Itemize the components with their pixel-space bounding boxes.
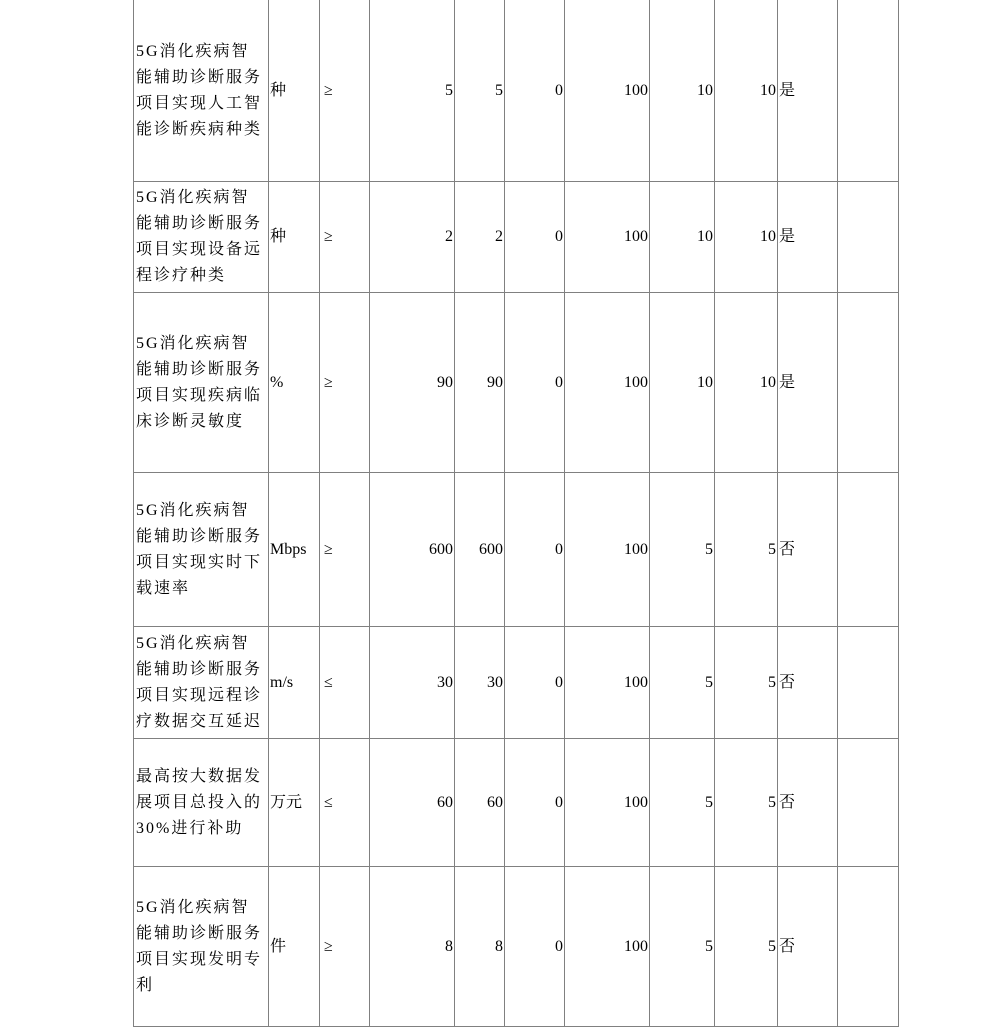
remarks-cell — [838, 293, 899, 473]
score-cell: 5 — [715, 473, 778, 627]
weight-cell: 5 — [650, 739, 715, 867]
remarks-cell — [838, 0, 899, 182]
indicator-name-cell: 5G消化疾病智能辅助诊断服务项目实现疾病临床诊断灵敏度 — [134, 293, 269, 473]
remarks-cell — [838, 867, 899, 1027]
score-cell: 10 — [715, 182, 778, 293]
remarks-cell — [838, 473, 899, 627]
table-row — [134, 867, 899, 1027]
deviation-cell: 0 — [505, 739, 565, 867]
core-indicator-cell: 否 — [778, 627, 838, 739]
score-cell: 10 — [715, 293, 778, 473]
completion-rate-cell: 100 — [565, 867, 650, 1027]
core-indicator-cell: 否 — [778, 867, 838, 1027]
indicator-name-cell: 5G消化疾病智能辅助诊断服务项目实现人工智能诊断疾病种类 — [134, 0, 269, 182]
table-row — [134, 182, 899, 293]
operator-cell: ≥ — [320, 473, 370, 627]
target-value-cell: 30 — [370, 627, 455, 739]
indicator-table — [133, 0, 899, 1027]
remarks-cell — [838, 739, 899, 867]
remarks-cell — [838, 627, 899, 739]
core-indicator-cell: 是 — [778, 0, 838, 182]
weight-cell: 5 — [650, 473, 715, 627]
actual-value-cell: 30 — [455, 627, 505, 739]
operator-cell: ≤ — [320, 739, 370, 867]
deviation-cell: 0 — [505, 0, 565, 182]
actual-value-cell: 2 — [455, 182, 505, 293]
weight-cell: 5 — [650, 627, 715, 739]
operator-cell: ≥ — [320, 182, 370, 293]
core-indicator-cell: 否 — [778, 739, 838, 867]
weight-cell: 10 — [650, 182, 715, 293]
target-value-cell: 60 — [370, 739, 455, 867]
actual-value-cell: 60 — [455, 739, 505, 867]
completion-rate-cell: 100 — [565, 739, 650, 867]
unit-cell: 种 — [269, 0, 320, 182]
target-value-cell: 5 — [370, 0, 455, 182]
weight-cell: 5 — [650, 867, 715, 1027]
deviation-cell: 0 — [505, 867, 565, 1027]
completion-rate-cell: 100 — [565, 627, 650, 739]
table-row — [134, 739, 899, 867]
indicator-name-cell: 5G消化疾病智能辅助诊断服务项目实现设备远程诊疗种类 — [134, 182, 269, 293]
deviation-cell: 0 — [505, 293, 565, 473]
core-indicator-cell: 否 — [778, 473, 838, 627]
indicator-name-cell: 5G消化疾病智能辅助诊断服务项目实现发明专利 — [134, 867, 269, 1027]
completion-rate-cell: 100 — [565, 473, 650, 627]
core-indicator-cell: 是 — [778, 182, 838, 293]
unit-cell: 种 — [269, 182, 320, 293]
table-row — [134, 473, 899, 627]
remarks-cell — [838, 182, 899, 293]
table-row — [134, 627, 899, 739]
table-row — [134, 0, 899, 182]
deviation-cell: 0 — [505, 182, 565, 293]
indicator-name-cell: 5G消化疾病智能辅助诊断服务项目实现实时下载速率 — [134, 473, 269, 627]
unit-cell: Mbps — [269, 473, 320, 627]
completion-rate-cell: 100 — [565, 293, 650, 473]
target-value-cell: 90 — [370, 293, 455, 473]
score-cell: 5 — [715, 739, 778, 867]
operator-cell: ≥ — [320, 0, 370, 182]
operator-cell: ≥ — [320, 293, 370, 473]
core-indicator-cell: 是 — [778, 293, 838, 473]
weight-cell: 10 — [650, 293, 715, 473]
unit-cell: m/s — [269, 627, 320, 739]
operator-cell: ≥ — [320, 867, 370, 1027]
actual-value-cell: 8 — [455, 867, 505, 1027]
unit-cell: % — [269, 293, 320, 473]
deviation-cell: 0 — [505, 473, 565, 627]
target-value-cell: 2 — [370, 182, 455, 293]
score-cell: 5 — [715, 627, 778, 739]
completion-rate-cell: 100 — [565, 0, 650, 182]
table-row — [134, 293, 899, 473]
actual-value-cell: 5 — [455, 0, 505, 182]
actual-value-cell: 90 — [455, 293, 505, 473]
indicator-name-cell: 5G消化疾病智能辅助诊断服务项目实现远程诊疗数据交互延迟 — [134, 627, 269, 739]
actual-value-cell: 600 — [455, 473, 505, 627]
operator-cell: ≤ — [320, 627, 370, 739]
deviation-cell: 0 — [505, 627, 565, 739]
score-cell: 5 — [715, 867, 778, 1027]
target-value-cell: 8 — [370, 867, 455, 1027]
score-cell: 10 — [715, 0, 778, 182]
unit-cell: 件 — [269, 867, 320, 1027]
unit-cell: 万元 — [269, 739, 320, 867]
indicator-name-cell: 最高按大数据发展项目总投入的30%进行补助 — [134, 739, 269, 867]
weight-cell: 10 — [650, 0, 715, 182]
target-value-cell: 600 — [370, 473, 455, 627]
completion-rate-cell: 100 — [565, 182, 650, 293]
